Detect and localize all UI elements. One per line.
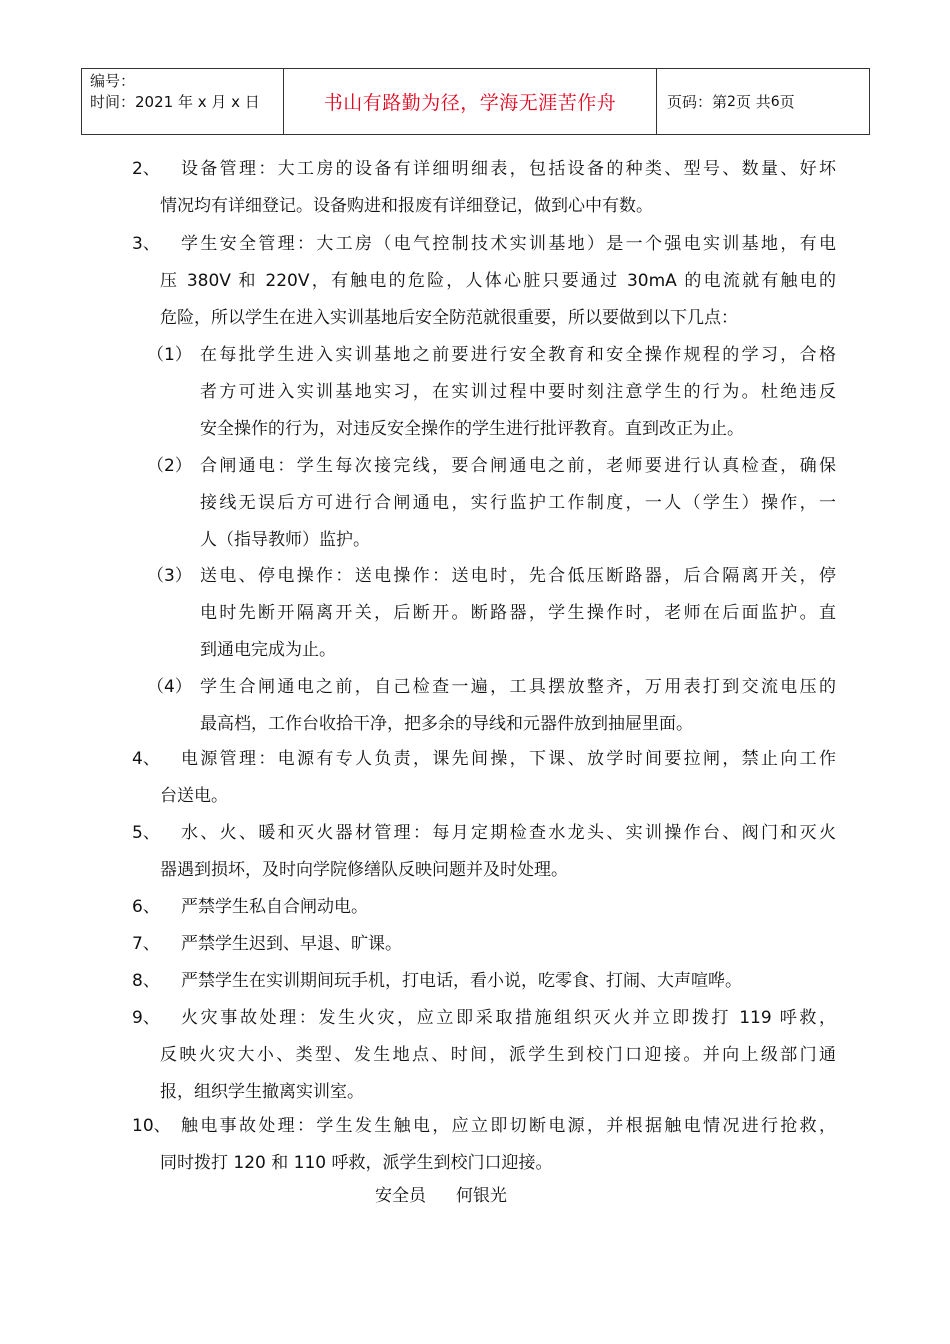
item-line: 触电事故处理：学生发生触电，应立即切断电源，并根据触电情况进行抢救， <box>181 1116 836 1136</box>
item-line: 人（指导教师）监护。 <box>200 530 370 550</box>
motto-text: 书山有路勤为径，学海无涯苦作舟 <box>323 92 617 114</box>
item-number: （1） <box>147 345 192 365</box>
item-line: 学生合闸通电之前，自己检查一遍，工具摆放整齐，万用表打到交流电压的 <box>200 677 836 697</box>
item-line: 电源管理：电源有专人负责，课先间操，下课、放学时间要拉闸，禁止向工作 <box>181 749 836 769</box>
item-line: 反映火灾大小、类型、发生地点、时间，派学生到校门口迎接。并向上级部门通 <box>160 1045 836 1065</box>
item-number: 8、 <box>132 971 160 991</box>
page-total: 6 <box>770 93 780 110</box>
item-line: 严禁学生在实训期间玩手机，打电话，看小说，吃零食、打闹、大声喧哗。 <box>181 971 742 991</box>
serial-label: 编号： <box>90 72 136 90</box>
item-line: 到通电完成为止。 <box>200 640 336 660</box>
item-line: 送电、停电操作：送电操作：送电时，先合低压断路器，后合隔离开关，停 <box>200 566 836 586</box>
header-motto-cell <box>284 69 657 134</box>
item-line: 接线无误后方可进行合闸通电，实行监护工作制度，一人（学生）操作，一 <box>200 493 836 513</box>
item-number: 5、 <box>132 823 160 843</box>
item-number: （3） <box>147 566 192 586</box>
item-line: 最高档，工作台收拾干净，把多余的导线和元器件放到抽屉里面。 <box>200 714 693 734</box>
item-line: 者方可进入实训基地实习，在实训过程中要时刻注意学生的行为。杜绝违反 <box>200 382 836 402</box>
date-label: 时间：2021 年 x 月 x 日 <box>90 93 260 111</box>
item-number: （4） <box>147 677 192 697</box>
item-line: 严禁学生迟到、早退、旷课。 <box>181 934 402 954</box>
item-number: 2、 <box>132 159 160 179</box>
item-line: 严禁学生私自合闸动电。 <box>181 897 368 917</box>
item-line: 水、火、暖和灭火器材管理：每月定期检查水龙头、实训操作台、阀门和灭火 <box>181 823 836 843</box>
item-line: 火灾事故处理：发生火灾，应立即采取措施组织灭火并立即拨打 119 呼救， <box>181 1008 836 1028</box>
header-table <box>81 68 870 135</box>
signature-role: 安全员 <box>375 1186 426 1206</box>
item-number: 4、 <box>132 749 160 769</box>
page-number <box>657 69 869 134</box>
item-line: 电时先断开隔离开关，后断开。断路器，学生操作时，老师在后面监护。直 <box>200 603 836 623</box>
item-line: 报，组织学生撤离实训室。 <box>160 1082 364 1102</box>
item-line: 设备管理：大工房的设备有详细明细表，包括设备的种类、型号、数量、好坏 <box>181 159 836 179</box>
header-left-cell <box>82 69 284 134</box>
item-number: 3、 <box>132 234 160 254</box>
item-line: 同时拨打 120 和 110 呼救，派学生到校门口迎接。 <box>160 1153 553 1173</box>
item-number: （2） <box>147 456 192 476</box>
signature <box>375 1181 507 1211</box>
item-line: 器遇到损坏，及时向学院修缮队反映问题并及时处理。 <box>160 860 568 880</box>
item-line: 情况均有详细登记。设备购进和报废有详细登记，做到心中有数。 <box>160 196 653 216</box>
page-suffix: 页 <box>779 93 795 111</box>
item-number: 6、 <box>132 897 160 917</box>
item-line: 台送电。 <box>160 786 228 806</box>
item-line: 压 380V 和 220V，有触电的危险，人体心脏只要通过 30mA 的电流就有触电的 <box>160 271 836 291</box>
item-line: 合闸通电：学生每次接完线，要合闸通电之前，老师要进行认真检查，确保 <box>200 456 836 476</box>
item-number: 9、 <box>132 1008 160 1028</box>
item-line: 危险，所以学生在进入实训基地后安全防范就很重要，所以要做到以下几点： <box>160 308 738 328</box>
page-prefix: 页码：第 <box>667 93 728 111</box>
item-number: 7、 <box>132 934 160 954</box>
signature-name: 何银光 <box>456 1186 507 1206</box>
item-line: 学生安全管理：大工房（电气控制技术实训基地）是一个强电实训基地，有电 <box>181 234 836 254</box>
item-number: 10、 <box>132 1116 171 1136</box>
item-line: 安全操作的行为，对违反安全操作的学生进行批评教育。直到改正为止。 <box>200 419 744 439</box>
page-mid: 页 共 <box>735 93 771 111</box>
item-line: 在每批学生进入实训基地之前要进行安全教育和安全操作规程的学习，合格 <box>200 345 836 365</box>
page-current: 2 <box>727 93 736 110</box>
